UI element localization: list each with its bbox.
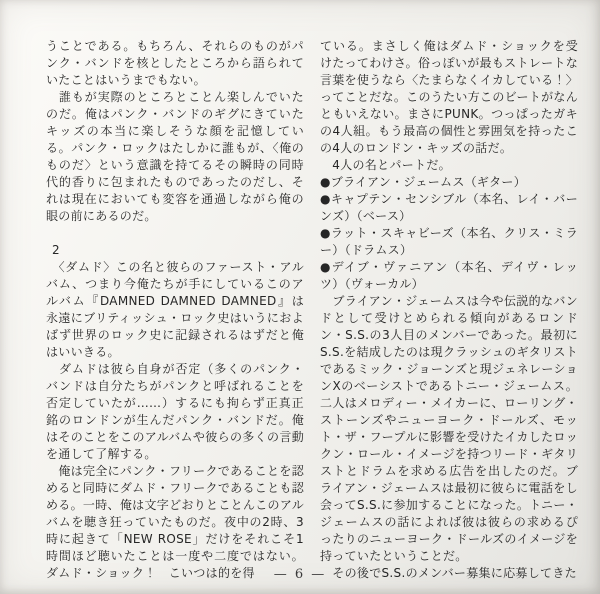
- paragraph-left-3: 〈ダムド〉この名と彼らのファースト・アルバム、つまり今俺たちが手にしているこのアルバム『DAMNED DAMNED DAMNED』は永遠にブリティッシュ・ロック史はいうにおよばず世界のロック史に記録されるはずだと俺はいいきる。: [46, 260, 304, 359]
- paragraph-right-2: 4人の名とパートだ。: [320, 158, 451, 172]
- paragraph-left-5: 俺は完全にパンク・フリークであることを認めると同時にダムド・フリークであることも認める。一時、俺は文字どおりとことんこのアルバムを聴き狂っていたものだ。夜中の2時、3時に起きて「NEW ROSE」だけをそれこそ1時間ほど聴いたことは一度や二度ではない。ダムド・ショック！ こいつは的を得: [46, 464, 304, 580]
- member-list-item: ●デイブ・ヴァニアン（本名、デイヴ・レッツ）（ヴォーカル）: [320, 260, 578, 291]
- paragraph-left-4: ダムドは彼ら自身が否定（多くのパンク・バンドは自分たちがパンクと呼ばれることを否定していたが……）するにも拘らず正真正銘のロンドンが生んだパンク・バンドだ。俺はそのことをこのアルバムや彼らの多くの言動を通して了解する。: [46, 362, 304, 461]
- section-number: 2: [52, 243, 60, 257]
- right-column: [320, 38, 578, 582]
- paragraph-right-3: ブライアン・ジェームスは今や伝説的なバンドとして受けとめられる傾向があるロンドン・S.S.の3人目のメンバーであった。最初にS.S.を結成したのは現クラッシュのギタリストであるミック・ジョーンズと現ジェネレーションXのベーシストであるトニー・ジェームス。二人はメロディー・メイカーに、ローリング・ストーンズやニューヨーク・ドールズ、モット・ザ・フープルに影響を受けたイカしたロックン・ロール・イメージを持つリード・ギタリストとドラムを求める広告を出したのだ。ブライアン・ジェームスは最初に彼らに電話をし会ってS.S.に参加することになった。トニー・ジェームスの話によれば彼は彼らの求めるぴったりのニューヨーク・ドールズのイメージを持っていたということだ。: [320, 294, 578, 563]
- page-number: — 6 —: [273, 567, 327, 582]
- paragraph-left-2: 誰もが実際のところとことん楽しんでいたのだ。俺はパンク・バンドのギグにきていたキッズの本当に楽しそうな顔を記憶している。パンク・ロックはたしかに誰もが、〈俺のものだ〉という意識を持てるその瞬時の同時代的香りに包まれたものであったのだし、それは現在においても変容を通過しながら俺の眼の前にあるのだ。: [46, 90, 304, 223]
- paragraph-left-1: うことである。もちろん、それらのものがパンク・バンドを核としたところから語られていたことはいうまでもない。: [46, 39, 304, 87]
- paragraph-right-4: その後でS.S.のメンバー募集に応募してきた: [320, 566, 577, 580]
- left-column: [46, 38, 304, 582]
- member-list-item: ●キャプテン・センシブル（本名、レイ・バーンズ）（ベース）: [320, 192, 578, 223]
- member-list-item: ●ラット・スキャビーズ（本名、クリス・ミラー）（ドラムス）: [320, 226, 578, 257]
- member-list-item: ●ブライアン・ジェームス（ギター）: [320, 175, 527, 189]
- paragraph-right-1: ている。まさしく俺はダムド・ショックを受けたってわけさ。俗っぽいが最もストレートな言葉を使うなら〈たまらなくイカしている！〉ってことだな。このうたい方このビートがなんともいえない。まさにPUNK。つっぱったガキの4人組。もう最高の個性と雰囲気を持ったこの4人のロンドン・キッズの話だ。: [320, 39, 578, 155]
